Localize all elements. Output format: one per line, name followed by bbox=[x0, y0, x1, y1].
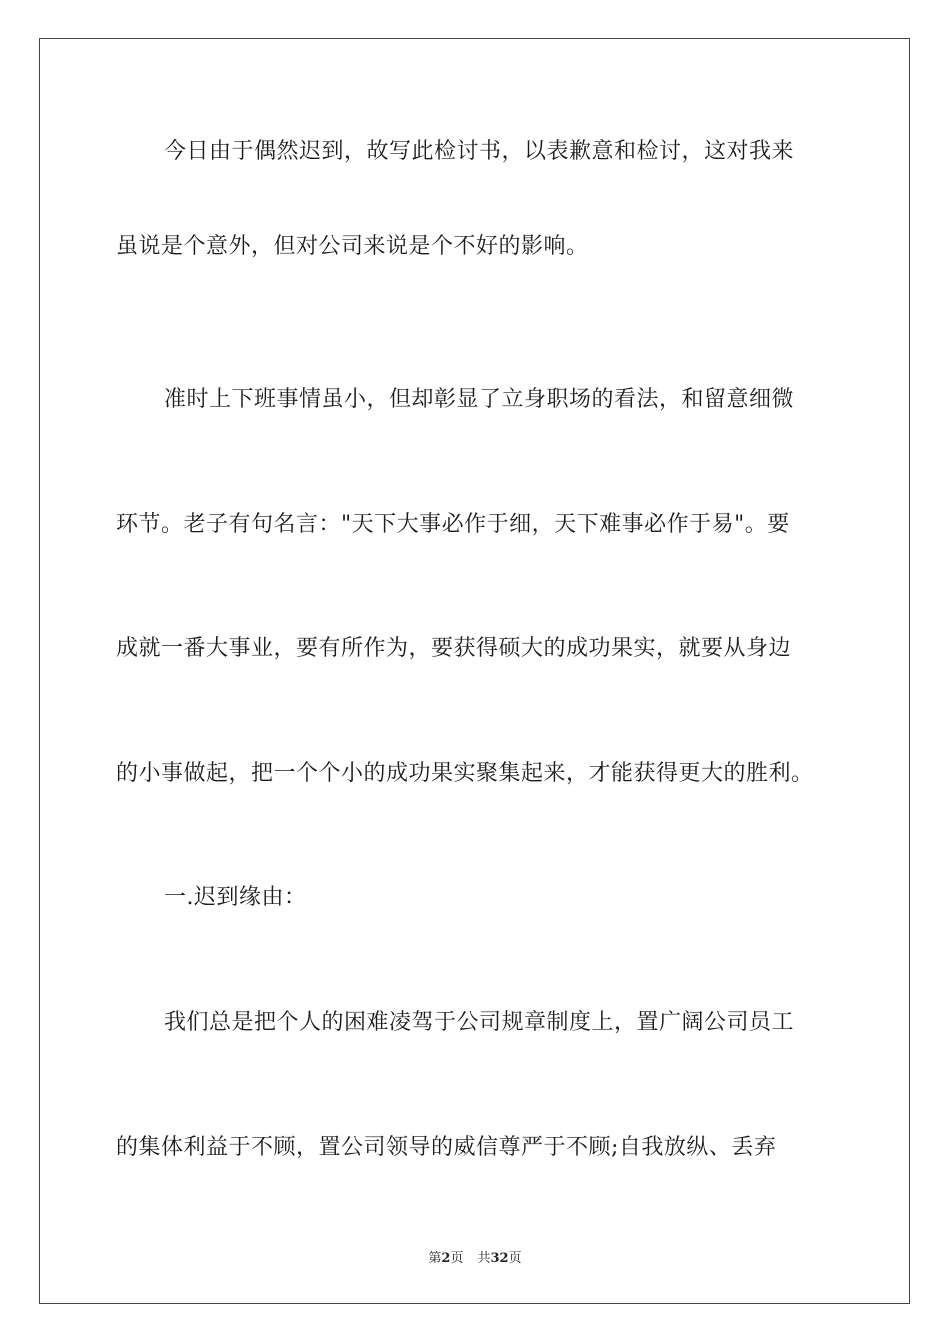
page-prefix: 第 bbox=[428, 1251, 442, 1266]
paragraph-line: 今日由于偶然迟到，故写此检讨书，以表歉意和检讨，这对我来 bbox=[164, 139, 795, 164]
paragraph-line: 成就一番大事业，要有所作为，要获得硕大的成功果实，就要从身边 bbox=[116, 636, 792, 661]
page-suffix: 页 bbox=[450, 1251, 464, 1266]
total-prefix: 共 bbox=[477, 1251, 491, 1266]
paragraph-line: 准时上下班事情虽小，但却彰显了立身职场的看法，和留意细微 bbox=[164, 387, 795, 412]
total-suffix: 页 bbox=[508, 1251, 522, 1266]
paragraph-line: 的小事做起，把一个个小的成功果实聚集起来，才能获得更大的胜利。 bbox=[116, 761, 814, 786]
paragraph-line: 环节。老子有句名言："天下大事必作于细，天下难事必作于易"。要 bbox=[116, 512, 790, 537]
paragraph-line: 的集体利益于不顾，置公司领导的威信尊严于不顾;自我放纵、丢弃 bbox=[116, 1135, 777, 1160]
current-page-number: 2 bbox=[441, 1251, 451, 1266]
section-heading: 一.迟到缘由： bbox=[164, 885, 307, 910]
paragraph-line: 我们总是把个人的困难凌驾于公司规章制度上，置广阔公司员工 bbox=[164, 1010, 795, 1035]
total-page-count: 32 bbox=[490, 1251, 509, 1266]
page-border bbox=[39, 38, 910, 1304]
page-footer bbox=[0, 1247, 950, 1266]
paragraph-line: 虽说是个意外，但对公司来说是个不好的影响。 bbox=[116, 234, 589, 259]
